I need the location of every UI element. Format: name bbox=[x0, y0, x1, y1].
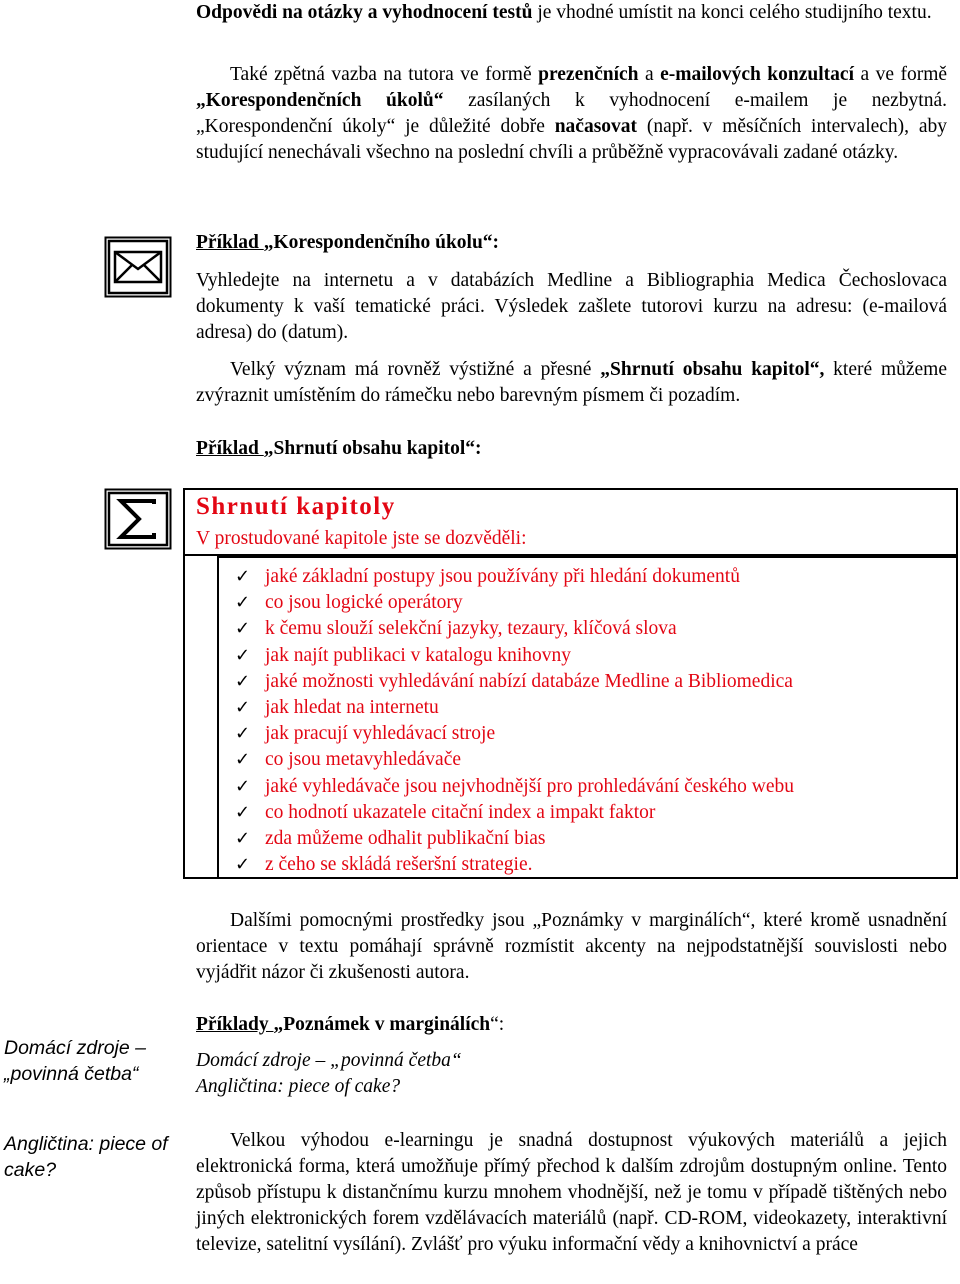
example1-heading-u: Příklad bbox=[196, 232, 264, 253]
feedback-bold-2: e-mailových konzultací bbox=[660, 64, 854, 85]
summary-title: Shrnutí kapitoly bbox=[196, 493, 396, 520]
summary-list-item bbox=[219, 669, 958, 695]
example2-heading-b: „Shrnutí obsahu kapitol“: bbox=[263, 438, 482, 459]
example-summary-heading bbox=[196, 436, 947, 462]
summary-list-item bbox=[219, 826, 958, 852]
summary-item-text: jak najít publikaci v katalogu knihovny bbox=[265, 644, 571, 666]
paragraph-feedback bbox=[196, 62, 947, 166]
feedback-text-5: (např. v měsíčních intervalech), aby studující nenechávali všechno na poslední chvíli a průběžně vypracovávali zadané otázky. bbox=[196, 116, 947, 163]
summary-item-text: jaké možnosti vyhledávání nabízí databáze Medline a Bibliomedica bbox=[265, 670, 793, 692]
summary-list-item bbox=[219, 721, 958, 747]
feedback-bold-3: „Korespondenčních úkolů“ bbox=[196, 90, 444, 111]
summary-subtitle: V prostudované kapitole jste se dozvěděli: bbox=[196, 528, 527, 549]
margin-note-1: Domácí zdroje – „povinná četba“ bbox=[4, 1037, 146, 1085]
feedback-text-1: Také zpětná vazba na tutora ve formě bbox=[230, 64, 539, 85]
summary-list-item bbox=[219, 590, 958, 616]
summary-header bbox=[196, 492, 527, 552]
example1-text: Vyhledejte na internetu a v databázích Medline a Bibliographia Medica Čechoslovaca dokumenty k vaší tematické práci. Výsledek zašlete tutorovi kurzu na adresu: (e-mailová adresa) do (datum). bbox=[196, 270, 947, 343]
summary-item-text: zda můžeme odhalit publikační bias bbox=[265, 827, 546, 849]
example3-heading-b: „Poznámek v marginálích bbox=[273, 1014, 491, 1035]
checkmark-icon: ✓ bbox=[235, 566, 251, 587]
paragraph-margin-notes bbox=[196, 908, 947, 986]
summary-list-item bbox=[219, 643, 958, 669]
checkmark-icon: ✓ bbox=[235, 749, 251, 771]
summary-imp-bold: „Shrnutí obsahu kapitol“, bbox=[600, 359, 825, 380]
elearning-text: Velkou výhodou e-learningu je snadná dostupnost výukových materiálů a jejich elektronická forma, která umožňuje přímý přechod k dalším zdrojům dostupným online. Tento způsob přístupu k distančnímu kurzu mnohem vhodnější, než je tomu v případě tištěných nebo jiných elektronických forem vzdělávacích materiálů (např. CD-ROM, videokazety, interaktivní televize, satelitní vysílání). Zvlášť pro výuku informační vědy a knihovnictví a práce bbox=[196, 1130, 947, 1255]
example3-line2: Angličtina: piece of cake? bbox=[196, 1076, 401, 1097]
example2-heading-u: Příklad bbox=[196, 438, 264, 459]
feedback-bold-4: načasovat bbox=[554, 116, 638, 137]
example3-heading-u: Příklady bbox=[196, 1014, 274, 1035]
summary-item-text: jaké vyhledávače jsou nejvhodnější pro prohledávání českého webu bbox=[265, 775, 795, 797]
checkmark-icon: ✓ bbox=[235, 827, 251, 849]
example-correspondence bbox=[196, 230, 947, 346]
sigma-icon bbox=[104, 488, 172, 550]
checkmark-icon: ✓ bbox=[235, 775, 251, 797]
summary-list-item bbox=[219, 564, 958, 590]
summary-item-text: k čemu slouží selekční jazyky, tezaury, klíčová slova bbox=[265, 618, 677, 640]
checkmark-icon: ✓ bbox=[235, 801, 251, 823]
envelope-icon bbox=[104, 236, 172, 298]
paragraph-elearning bbox=[196, 1128, 947, 1258]
summary-imp-text-2: které můžeme zvýraznit umístěním do rámečku nebo barevným písmem či pozadím. bbox=[196, 359, 947, 406]
summary-items bbox=[219, 564, 958, 878]
summary-item-text: z čeho se skládá rešeršní strategie. bbox=[265, 854, 533, 876]
summary-list-item bbox=[219, 852, 958, 878]
checkmark-icon: ✓ bbox=[235, 723, 251, 745]
checkmark-icon: ✓ bbox=[235, 670, 251, 692]
summary-list-item bbox=[219, 616, 958, 642]
summary-list-item bbox=[219, 774, 958, 800]
summary-item-text: jak hledat na internetu bbox=[265, 696, 439, 718]
checkmark-icon: ✓ bbox=[235, 618, 251, 640]
summary-item-text: co jsou logické operátory bbox=[265, 592, 463, 614]
feedback-text-2: a bbox=[638, 64, 661, 85]
answers-text: je vhodné umístit na konci celého studijního textu. bbox=[532, 2, 932, 23]
example3-line1: Domácí zdroje – „povinná četba“ bbox=[196, 1050, 462, 1071]
summary-list bbox=[217, 556, 958, 879]
paragraph-summary-importance bbox=[196, 357, 947, 409]
answers-bold: Odpovědi na otázky a vyhodnocení testů bbox=[196, 2, 533, 23]
summary-list-item bbox=[219, 747, 958, 773]
feedback-bold-1: prezenčních bbox=[538, 64, 639, 85]
summary-item-text: co jsou metavyhledávače bbox=[265, 749, 461, 771]
summary-list-item bbox=[219, 695, 958, 721]
summary-list-item bbox=[219, 800, 958, 826]
summary-item-text: jak pracují vyhledávací stroje bbox=[265, 723, 496, 745]
summary-item-text: jaké základní postupy jsou používány při hledání dokumentů bbox=[265, 566, 740, 587]
example1-heading-b: „Korespondenčního úkolu“: bbox=[263, 232, 500, 253]
checkmark-icon: ✓ bbox=[235, 592, 251, 614]
paragraph-answers bbox=[196, 0, 947, 26]
feedback-text-3: a ve formě bbox=[853, 64, 948, 85]
feedback-text-4: zasílaných k vyhodnocení e-mailem je nezbytná. „Korespondenční úkoly“ je důležité dobře bbox=[196, 90, 947, 137]
margin-notes-text: Dalšími pomocnými prostředky jsou „Poznámky v marginálích“, které kromě usnadnění orientace v textu pomáhají správně rozmístit akcenty na nejpodstatnější souvislosti nebo vyjádřit názor či zkušenosti autora. bbox=[196, 910, 947, 983]
checkmark-icon: ✓ bbox=[235, 696, 251, 718]
example3-heading-end: “: bbox=[490, 1014, 505, 1035]
example-margin-notes bbox=[196, 1012, 947, 1100]
summary-imp-text-1: Velký význam má rovněž výstižné a přesné bbox=[230, 359, 601, 380]
summary-item-text: co hodnotí ukazatele citační index a impakt faktor bbox=[265, 801, 656, 823]
checkmark-icon: ✓ bbox=[235, 854, 251, 876]
checkmark-icon: ✓ bbox=[235, 644, 251, 666]
margin-note-2: Angličtina: piece of cake? bbox=[4, 1133, 168, 1181]
